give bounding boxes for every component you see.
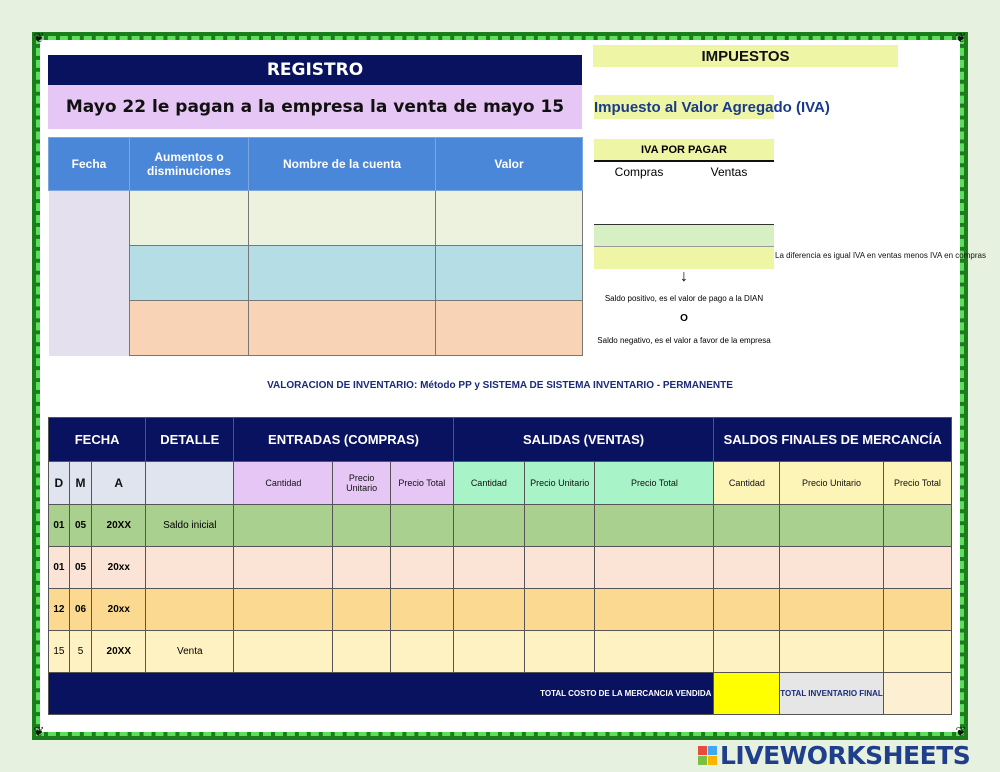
iva-columns [594, 162, 774, 225]
input-cell[interactable] [453, 589, 524, 631]
iva-label: Impuesto al Valor Agregado (IVA) [594, 95, 774, 119]
input-cell[interactable] [780, 547, 884, 589]
input-cell[interactable] [333, 589, 390, 631]
saldo-positivo-note: Saldo positivo, es el valor de pago a la DIAN [604, 294, 764, 303]
detalle-subheader [146, 462, 234, 505]
input-cell[interactable] [390, 505, 453, 547]
registro-subtitle: Mayo 22 le pagan a la empresa la venta de mayo 15 [48, 85, 582, 129]
aumentos-cell[interactable] [130, 191, 249, 246]
input-cell[interactable] [714, 505, 780, 547]
input-cell[interactable] [595, 505, 714, 547]
valor-cell[interactable] [436, 301, 583, 356]
input-cell[interactable] [524, 505, 595, 547]
liveworksheets-logo [698, 740, 998, 770]
input-cell[interactable] [333, 547, 390, 589]
table-row [49, 505, 952, 547]
corner-icon-top-right: ❦ [955, 31, 967, 46]
saldos-precio-total-header: Precio Total [883, 462, 951, 505]
saldos-precio-unitario-header: Precio Unitario [780, 462, 884, 505]
col-aumentos: Aumentos o disminuciones [130, 138, 249, 191]
col-cuenta: Nombre de la cuenta [249, 138, 436, 191]
a-header: A [92, 462, 146, 505]
input-cell[interactable] [234, 547, 333, 589]
input-cell[interactable] [453, 505, 524, 547]
input-cell[interactable] [234, 631, 333, 673]
registro-row [49, 301, 583, 356]
col-valor: Valor [436, 138, 583, 191]
entradas-header: ENTRADAS (COMPRAS) [234, 418, 453, 462]
saldos-cantidad-header: Cantidad [714, 462, 780, 505]
entradas-precio-total-header: Precio Total [390, 462, 453, 505]
row-month: 05 [69, 505, 92, 547]
iva-difference-field[interactable] [594, 247, 774, 269]
row-day: 01 [49, 547, 70, 589]
col-fecha: Fecha [49, 138, 130, 191]
header-row [49, 418, 952, 462]
input-cell[interactable] [780, 631, 884, 673]
input-cell[interactable] [333, 505, 390, 547]
input-cell[interactable] [714, 631, 780, 673]
row-detalle: Venta [146, 631, 234, 673]
row-day: 15 [49, 631, 70, 673]
total-inventario-input[interactable] [883, 673, 951, 715]
fecha-cell[interactable] [49, 191, 130, 356]
entradas-cantidad-header: Cantidad [234, 462, 333, 505]
row-year: 20XX [92, 631, 146, 673]
input-cell[interactable] [390, 631, 453, 673]
input-cell[interactable] [595, 547, 714, 589]
registro-row [49, 246, 583, 301]
subheader-row [49, 462, 952, 505]
input-cell[interactable] [234, 505, 333, 547]
input-cell[interactable] [780, 589, 884, 631]
row-year: 20xx [92, 547, 146, 589]
salidas-precio-unitario-header: Precio Unitario [524, 462, 595, 505]
row-day: 12 [49, 589, 70, 631]
input-cell[interactable] [524, 547, 595, 589]
logo-text: LIVEWORKSHEETS [720, 740, 971, 770]
row-year: 20xx [92, 589, 146, 631]
input-cell[interactable] [595, 631, 714, 673]
salidas-header: SALIDAS (VENTAS) [453, 418, 714, 462]
iva-t-account [594, 139, 774, 269]
detalle-input[interactable] [146, 589, 234, 631]
corner-icon-top-left: ❦ [33, 31, 45, 46]
detalle-input[interactable] [146, 547, 234, 589]
row-detalle: Saldo inicial [146, 505, 234, 547]
saldos-header: SALDOS FINALES DE MERCANCÍA [714, 418, 952, 462]
salidas-cantidad-header: Cantidad [453, 462, 524, 505]
aumentos-cell[interactable] [130, 301, 249, 356]
iva-total-field[interactable] [594, 225, 774, 247]
detalle-header: DETALLE [146, 418, 234, 462]
total-costo-input[interactable] [714, 673, 780, 715]
registro-title: REGISTRO [48, 55, 582, 85]
entradas-precio-unitario-header: Precio Unitario [333, 462, 390, 505]
row-month: 5 [69, 631, 92, 673]
input-cell[interactable] [883, 589, 951, 631]
table-row [49, 631, 952, 673]
compras-label: Compras [614, 165, 664, 179]
table-row [49, 589, 952, 631]
logo-icon [698, 746, 717, 765]
iva-por-pagar-header: IVA POR PAGAR [594, 139, 774, 162]
ventas-label: Ventas [710, 165, 748, 179]
row-month: 05 [69, 547, 92, 589]
valor-cell[interactable] [436, 246, 583, 301]
aumentos-cell[interactable] [130, 246, 249, 301]
cuenta-cell[interactable] [249, 301, 436, 356]
d-header: D [49, 462, 70, 505]
input-cell[interactable] [780, 505, 884, 547]
impuestos-title: IMPUESTOS [593, 45, 898, 67]
input-cell[interactable] [453, 631, 524, 673]
m-header: M [69, 462, 92, 505]
saldo-negativo-note: Saldo negativo, es el valor a favor de la empresa [597, 336, 771, 345]
registro-table [48, 137, 583, 356]
totals-row [49, 673, 952, 715]
input-cell[interactable] [390, 547, 453, 589]
input-cell[interactable] [883, 631, 951, 673]
cuenta-cell[interactable] [249, 246, 436, 301]
cuenta-cell[interactable] [249, 191, 436, 246]
row-month: 06 [69, 589, 92, 631]
valor-cell[interactable] [436, 191, 583, 246]
valoracion-title: VALORACION DE INVENTARIO: Método PP y SISTEMA DE SISTEMA INVENTARIO - PERMANENTE [267, 380, 733, 391]
corner-icon-bottom-right: ❦ [955, 725, 967, 740]
iva-difference-note: La diferencia es igual IVA en ventas menos IVA en compras [775, 251, 986, 260]
table-row [49, 547, 952, 589]
input-cell[interactable] [883, 547, 951, 589]
row-year: 20XX [92, 505, 146, 547]
input-cell[interactable] [390, 589, 453, 631]
total-costo-label: TOTAL COSTO DE LA MERCANCIA VENDIDA [49, 673, 714, 715]
input-cell[interactable] [453, 547, 524, 589]
inventario-table [48, 417, 952, 715]
row-day: 01 [49, 505, 70, 547]
arrow-down-icon: ↓ [680, 268, 688, 285]
registro-row [49, 191, 583, 246]
total-inventario-label: TOTAL INVENTARIO FINAL [780, 673, 884, 715]
salidas-precio-total-header: Precio Total [595, 462, 714, 505]
input-cell[interactable] [714, 547, 780, 589]
corner-icon-bottom-left: ❦ [33, 725, 45, 740]
input-cell[interactable] [524, 589, 595, 631]
or-label: O [680, 313, 688, 324]
input-cell[interactable] [333, 631, 390, 673]
input-cell[interactable] [524, 631, 595, 673]
input-cell[interactable] [595, 589, 714, 631]
input-cell[interactable] [234, 589, 333, 631]
input-cell[interactable] [714, 589, 780, 631]
fecha-header: FECHA [49, 418, 146, 462]
input-cell[interactable] [883, 505, 951, 547]
